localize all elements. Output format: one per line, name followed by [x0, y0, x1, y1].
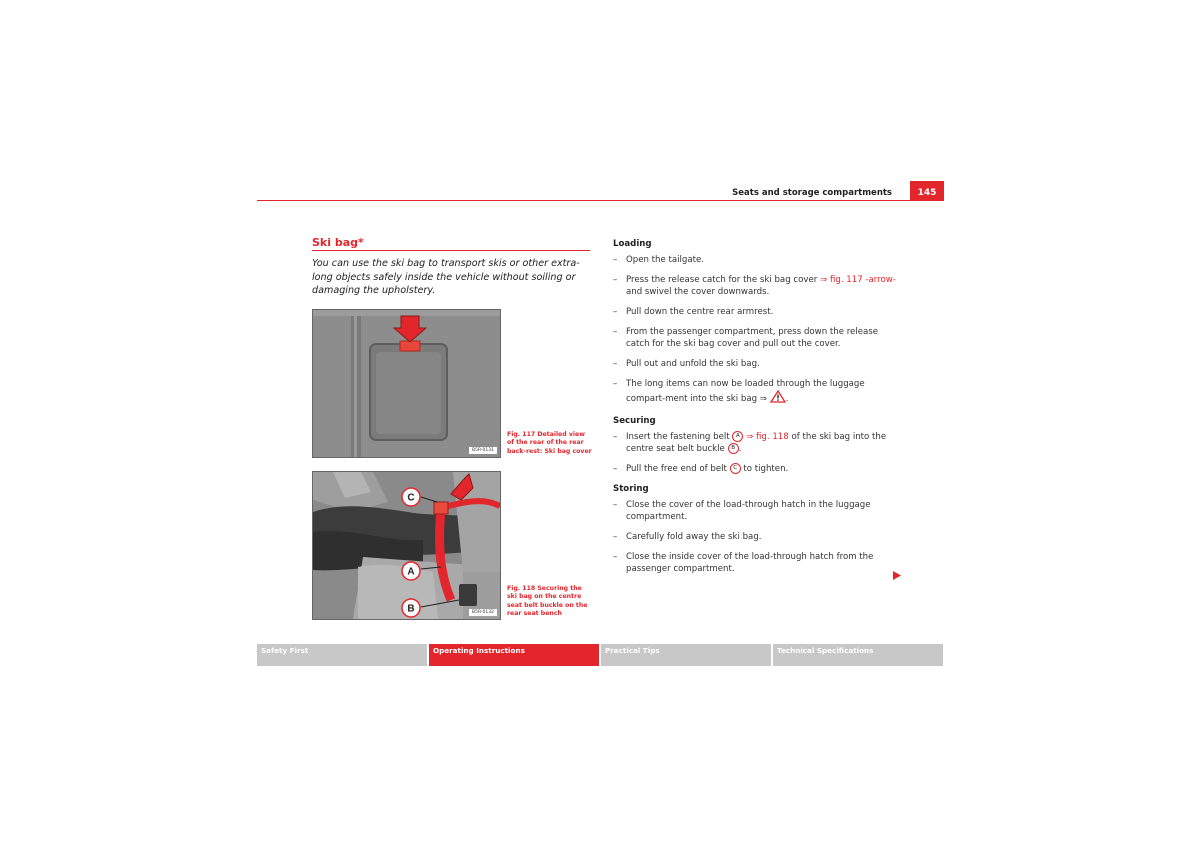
figure-117-image [312, 309, 501, 458]
securing-heading: Securing [613, 416, 656, 426]
fig-117-link[interactable]: ⇒ fig. 117 -arrow- [820, 275, 896, 285]
callout-a-inline: A [732, 431, 743, 442]
figure-118-image [312, 471, 501, 620]
loading-step-6: – The long items can now be loaded through the luggage compart-ment into the ski bag ⇒ . [613, 378, 903, 407]
footer-tab-safety-first[interactable]: Safety First [257, 644, 427, 666]
fig-118-link[interactable]: ⇒ fig. 118 [743, 432, 789, 442]
callout-c-inline: C [730, 463, 741, 474]
figure-117-code: B5R-0131 [469, 447, 497, 454]
loading-step-3: – Pull down the centre rear armrest. [613, 306, 903, 318]
securing-step-2: – Pull the free end of belt C to tighten. [613, 463, 903, 475]
loading-heading: Loading [613, 239, 652, 249]
warning-triangle-icon[interactable] [770, 390, 786, 407]
section-intro: You can use the ski bag to transport skis or other extra-long objects safely inside the vehicle without soiling or damaging the upholstery. [312, 258, 580, 296]
section-title: Ski bag* [312, 236, 364, 249]
figure-117-caption: Fig. 117 Detailed view of the rear of the rear back-rest: Ski bag cover [507, 431, 592, 455]
securing-steps [613, 431, 903, 475]
loading-step-1: – Open the tailgate. [613, 254, 903, 266]
running-header-title: Seats and storage compartments [732, 188, 892, 198]
instructions-column [613, 238, 903, 583]
footer-tab-practical-tips[interactable]: Practical Tips [601, 644, 771, 666]
section-rule [312, 250, 590, 251]
callout-c: C [407, 492, 415, 504]
loading-steps [613, 254, 903, 407]
figure-118-caption: Fig. 118 Securing the ski bag on the centre seat belt buckle on the rear seat bench [507, 585, 588, 618]
storing-step-2: – Carefully fold away the ski bag. [613, 531, 903, 543]
header-rule [257, 200, 911, 201]
loading-step-5: – Pull out and unfold the ski bag. [613, 358, 903, 370]
loading-step-4: – From the passenger compartment, press down the release catch for the ski bag cover and pull out the cover. [613, 326, 903, 350]
storing-step-1: – Close the cover of the load-through hatch in the luggage compartment. [613, 499, 903, 523]
storing-heading: Storing [613, 484, 649, 494]
page-number: 145 [910, 181, 944, 201]
figure-118-code: B5R-0132 [469, 609, 497, 616]
callout-a: A [407, 566, 415, 578]
storing-step-3: – Close the inside cover of the load-through hatch from the passenger compartment. [613, 551, 903, 575]
footer-tab-operating-instructions[interactable]: Operating Instructions [429, 644, 599, 666]
securing-step-1: – Insert the fastening belt A ⇒ fig. 118 of the ski bag into the centre seat belt buckle B . [613, 431, 903, 455]
continue-arrow-icon[interactable] [893, 565, 901, 584]
callout-b-inline: B [728, 443, 739, 454]
footer-tab-technical-specifications[interactable]: Technical Specifications [773, 644, 943, 666]
storing-steps [613, 499, 903, 575]
loading-step-2: – Press the release catch for the ski bag cover ⇒ fig. 117 -arrow- and swivel the cover downwards. [613, 274, 903, 298]
callout-b: B [407, 603, 415, 615]
